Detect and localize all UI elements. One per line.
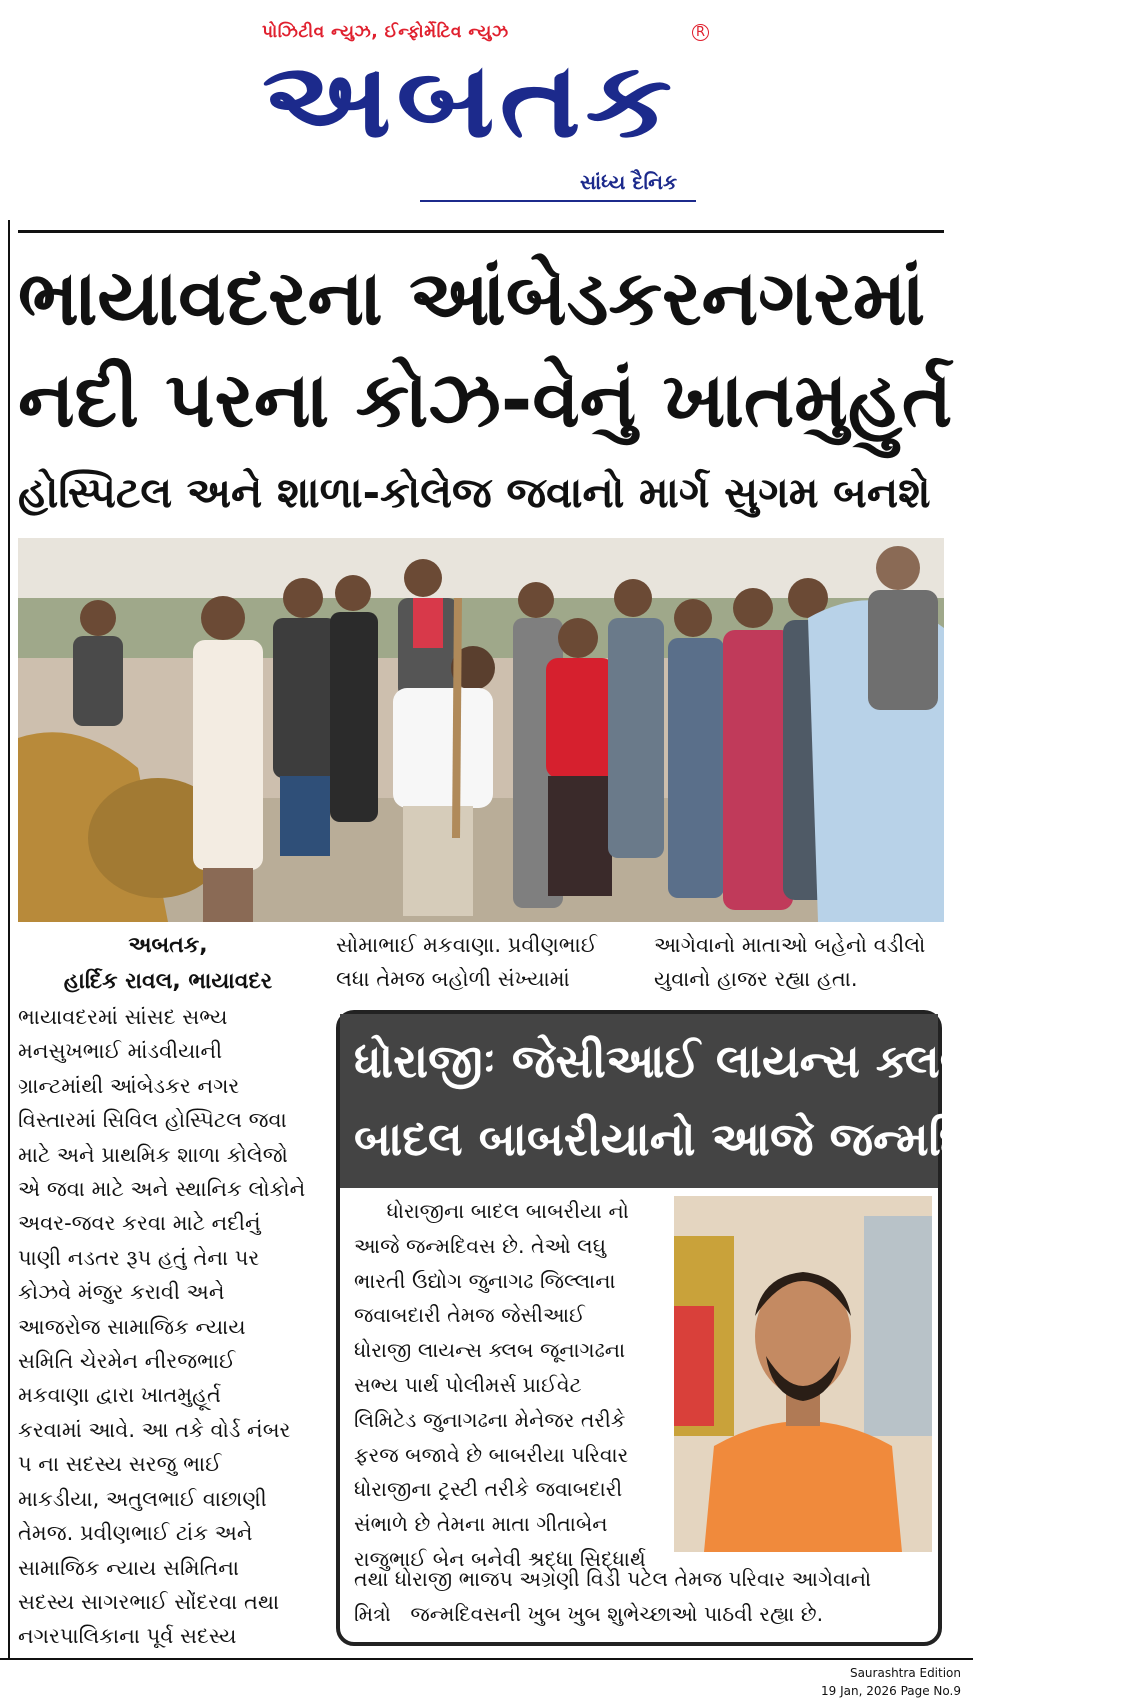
masthead-tagline: પોઝિટીવ ન્યુઝ, ઈન્ફોર્મેટિવ ન્યુઝ [262, 22, 509, 42]
text-line: ભારતી ઉદ્યોગ જુનાગઢ જિલ્લાના [354, 1268, 616, 1293]
text-line: ધોરાજીના બાદલ બાબરીયા નો [354, 1199, 629, 1223]
text-line: આજે જન્મદિવસ છે. તેઓ લઘુ [354, 1233, 607, 1258]
birthday-headline-line-1: ધોરાજીઃ જેસીઆઈ લાયન્સ ક્લબના સભ્ય [354, 1034, 1137, 1088]
headline-line-2: નદી પરના કોઝ-વેનું ખાતમુહુર્ત [18, 355, 953, 444]
text-line: પ ના સદસ્ય સરજુ ભાઈ [18, 1452, 222, 1477]
masthead-divider [420, 200, 696, 202]
birthday-closing-text [354, 1562, 928, 1632]
news-photo-illustration [18, 538, 944, 922]
text-line: યુવાનો હાજર રહ્યા હતા. [654, 967, 858, 992]
masthead-subtitle: સાંધ્ય દૈનિક [580, 170, 678, 194]
text-line: ફરજ બજાવે છે બાબરીયા પરિવાર [354, 1442, 629, 1467]
text-line: ભાયાવદરમાં સાંસદ સભ્ય [18, 1005, 228, 1029]
text-line: સામાજિક ન્યાય સમિતિના [18, 1555, 240, 1580]
newspaper-logo: અબતક [262, 39, 677, 161]
portrait-photo [674, 1196, 932, 1552]
text-line: તથા ધોરાજી ભાજપ અગ્રણી વિડી પટેલ તેમજ પરિવાર આગેવાનો [354, 1567, 872, 1591]
text-line: પાણી નડતર રૂપ હતું તેના પર [18, 1245, 260, 1270]
edition-info [821, 1664, 961, 1700]
text-line: મકવાણા દ્વારા ખાતમુહૂર્ત [18, 1383, 221, 1408]
headline-line-1: ભાયાવદરના આંબેડકરનગરમાં [18, 253, 926, 342]
birthday-box-header [340, 1014, 1137, 1188]
text-line: સોમાભાઈ મકવાણા. પ્રવીણભાઈ [336, 933, 597, 957]
text-line: મનસુખભાઈ માંડવીયાની [18, 1039, 223, 1064]
edition-date-page: 19 Jan, 2026 Page No.9 [821, 1684, 961, 1698]
text-line: અવર-જવર કરવા માટે નદીનું [18, 1211, 261, 1236]
article-column-1 [18, 1000, 312, 1654]
text-line: જવાબદારી તેમજ જેસીઆઈ [354, 1303, 585, 1328]
text-line: ધોરાજી લાયન્સ ક્લબ જૂનાગઢના [354, 1338, 626, 1363]
text-line: લધા તેમજ બહોળી સંખ્યામાં [336, 967, 570, 992]
text-line: સમિતિ ચેરમેન નીરજભાઈ [18, 1349, 236, 1374]
text-line: નગરપાલિકાના પૂર્વ સદસ્ય [18, 1624, 237, 1649]
text-line: તેમજ. પ્રવીણભાઈ ટાંક અને [18, 1521, 253, 1546]
text-line: કરવામાં આવે. આ તકે વોર્ડ નંબર [18, 1417, 291, 1442]
registered-mark: R [692, 24, 709, 41]
bottom-rule [0, 1658, 973, 1660]
article-column-3 [654, 928, 944, 997]
left-rule [8, 220, 10, 1660]
text-line: માકડીયા, અતુલભાઈ વાછાણી [18, 1486, 267, 1511]
byline-source: અબતક, [128, 933, 208, 958]
birthday-headline-line-2: બાદલ બાબરીયાનો આજે જન્મદિવસ [354, 1112, 1031, 1166]
text-line: માટે અને પ્રાથમિક શાળા કોલેજો [18, 1142, 288, 1167]
masthead [0, 0, 973, 220]
top-rule [18, 230, 944, 233]
text-line: સદસ્ય સાગરભાઈ સોંદરવા તથા [18, 1589, 280, 1614]
text-line: ધોરાજીના ટ્રસ્ટી તરીકે જવાબદારી [354, 1477, 623, 1502]
text-line: એ જવા માટે અને સ્થાનિક લોકોને [18, 1177, 306, 1202]
text-line: ગ્રાન્ટમાંથી આંબેડકર નગર [18, 1073, 240, 1098]
news-photo [18, 538, 944, 922]
edition-name: Saurashtra Edition [849, 1666, 961, 1680]
text-line: વિસ્તારમાં સિવિલ હોસ્પિટલ જવા [18, 1108, 287, 1133]
text-line: આગેવાનો માતાઓ બહેનો વડીલો [654, 933, 926, 957]
byline-author: હાર્દિક રાવલ, ભાયાવદર [63, 969, 273, 994]
birthday-box [336, 1010, 1137, 1646]
byline [18, 928, 318, 1000]
text-line: રાજુભાઈ બેન બનેવી શ્રદ્ધા સિદ્ધાર્થ [354, 1546, 646, 1571]
text-line: સંભાળે છે તેમના માતા ગીતાબેન [354, 1512, 608, 1537]
text-line: આજરોજ સામાજિક ન્યાય [18, 1314, 246, 1339]
article-column-2 [336, 928, 636, 997]
text-line: લિમિટેડ જુનાગઢના મેનેજર તરીકે [354, 1407, 626, 1432]
text-line: કોઝવે મંજુર કરાવી અને [18, 1280, 225, 1305]
subheadline: હોસ્પિટલ અને શાળા-કોલેજ જવાનો માર્ગ સુગમ બનશે [18, 468, 931, 517]
text-line: સભ્ય પાર્થ પોલીમર્સ પ્રાઈવેટ [354, 1372, 582, 1397]
birthday-body-text [354, 1194, 662, 1577]
text-line: મિત્રો જન્મદિવસની ખુબ ખુબ શુભેચ્છાઓ પાઠવી રહ્યા છે. [354, 1601, 824, 1626]
portrait-illustration [674, 1196, 932, 1552]
